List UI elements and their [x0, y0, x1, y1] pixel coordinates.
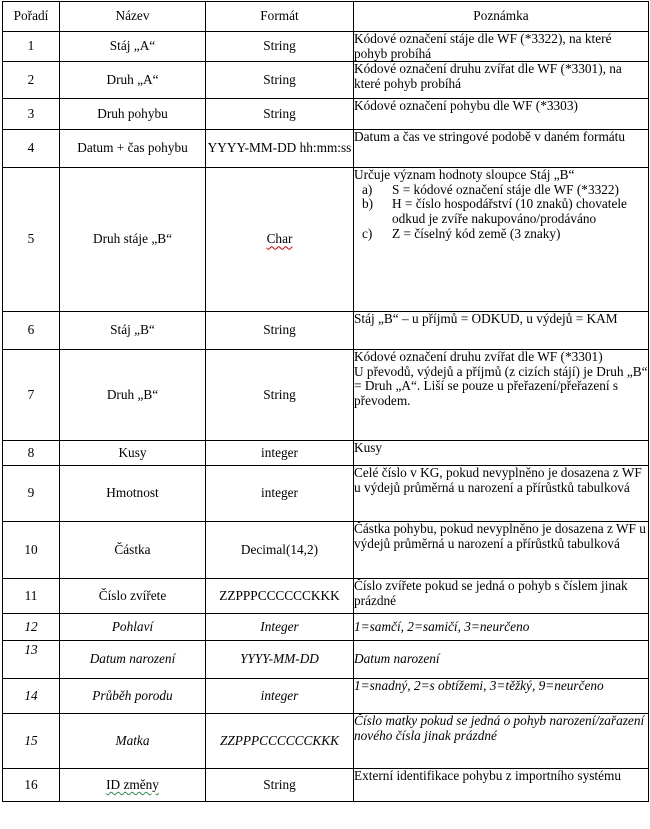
table-row — [3, 466, 649, 522]
header-row — [3, 2, 649, 32]
header-note: Poznámka — [354, 2, 649, 32]
name-cell: Druh „B“ — [60, 350, 206, 441]
format-char: Char — [266, 231, 293, 247]
note-cell: 1=samčí, 2=samičí, 3=neurčeno — [354, 614, 649, 641]
table-row — [3, 32, 649, 62]
list-item: b) H = číslo hospodářství (10 znaků) chovatele odkud je zvíře nakupováno/prodáváno — [362, 196, 627, 226]
order-cell: 11 — [3, 579, 60, 614]
note-cell — [354, 168, 649, 312]
table-row — [3, 769, 649, 802]
table-row — [3, 522, 649, 579]
name-cell: Datum narození — [60, 641, 206, 679]
note-line: U převodů, výdejů a příjmů (z cizích stájí) je Druh „B“ = Druh „A“. Liší se pouze u přeřazení/přeřazení s převodem. — [354, 363, 648, 408]
name-cell: Druh stáje „B“ — [60, 168, 206, 312]
order-cell: 5 — [3, 168, 60, 312]
order-cell: 6 — [3, 312, 60, 350]
header-order: Pořadí — [3, 2, 60, 32]
note-cell: Datum narození — [354, 641, 649, 679]
order-cell: 2 — [3, 62, 60, 99]
format-cell: ZZPPPCCCCCCKKK — [206, 714, 354, 769]
order-cell: 4 — [3, 130, 60, 168]
note-cell: Externí identifikace pohybu z importního systému — [354, 769, 649, 802]
note-cell — [354, 350, 649, 441]
format-cell: Decimal(14,2) — [206, 522, 354, 579]
order-cell: 12 — [3, 614, 60, 641]
note-cell: Kódové označení druhu zvířat dle WF (*3301), na které pohyb probíhá — [354, 62, 649, 99]
name-cell: Datum + čas pohybu — [60, 130, 206, 168]
format-cell: String — [206, 312, 354, 350]
order-cell: 14 — [3, 679, 60, 714]
header-format: Formát — [206, 2, 354, 32]
format-cell: integer — [206, 466, 354, 522]
fields-table — [2, 1, 649, 802]
table-row — [3, 168, 649, 312]
note-cell: Celé číslo v KG, pokud nevyplněno je dosazena z WF u výdejů průměrná u narození a přírůstků tabulková — [354, 466, 649, 522]
format-cell: YYYY-MM-DD hh:mm:ss — [206, 130, 354, 168]
order-cell: 13 — [3, 641, 60, 679]
format-cell: String — [206, 99, 354, 130]
order-cell: 7 — [3, 350, 60, 441]
name-cell: Číslo zvířete — [60, 579, 206, 614]
name-cell: Stáj „B“ — [60, 312, 206, 350]
table-row — [3, 714, 649, 769]
format-cell: YYYY-MM-DD — [206, 641, 354, 679]
format-cell: Integer — [206, 614, 354, 641]
name-cell: Hmotnost — [60, 466, 206, 522]
table-row — [3, 62, 649, 99]
note-intro: Určuje význam hodnoty sloupce Stáj „B“ — [354, 167, 575, 183]
note-cell: Číslo matky pokud se jedná o pohyb narození/zařazení nového čísla jinak prázdné — [354, 714, 649, 769]
name-cell: Stáj „A“ — [60, 32, 206, 62]
order-cell: 16 — [3, 769, 60, 802]
format-cell: String — [206, 350, 354, 441]
name-cell — [60, 769, 206, 802]
table-row — [3, 614, 649, 641]
format-cell — [206, 168, 354, 312]
format-cell: String — [206, 62, 354, 99]
table-row — [3, 312, 649, 350]
id-change-label: ID změny — [106, 776, 159, 792]
table-row — [3, 350, 649, 441]
order-cell: 8 — [3, 441, 60, 466]
name-cell: Kusy — [60, 441, 206, 466]
note-cell: Částka pohybu, pokud nevyplněno je dosazena z WF u výdejů průměrná u narození a přírůstků tabulková — [354, 522, 649, 579]
note-cell: Datum a čas ve stringové podobě v daném formátu — [354, 130, 649, 168]
note-cell: Číslo zvířete pokud se jedná o pohyb s číslem jinak prázdné — [354, 579, 649, 614]
list-item: c) Z = číselný kód země (3 znaky) — [362, 225, 561, 241]
order-cell: 9 — [3, 466, 60, 522]
name-cell: Druh „A“ — [60, 62, 206, 99]
note-line: Kódové označení druhu zvířat dle WF (*3301) — [354, 349, 603, 365]
header-name: Název — [60, 2, 206, 32]
table-row — [3, 679, 649, 714]
name-cell: Pohlaví — [60, 614, 206, 641]
table-row — [3, 641, 649, 679]
note-cell: Stáj „B“ – u příjmů = ODKUD, u výdejů = KAM — [354, 312, 649, 350]
table-row — [3, 579, 649, 614]
table-row — [3, 99, 649, 130]
list-item: a) S = kódové označení stáje dle WF (*3322) — [362, 181, 619, 197]
table-row — [3, 441, 649, 466]
order-cell: 15 — [3, 714, 60, 769]
note-cell: Kódové označení stáje dle WF (*3322), na které pohyb probíhá — [354, 32, 649, 62]
name-cell: Druh pohybu — [60, 99, 206, 130]
format-cell: integer — [206, 441, 354, 466]
format-cell: String — [206, 32, 354, 62]
note-cell: 1=snadný, 2=s obtížemi, 3=těžký, 9=neurčeno — [354, 679, 649, 714]
note-cell: Kódové označení pohybu dle WF (*3303) — [354, 99, 649, 130]
name-cell: Průběh porodu — [60, 679, 206, 714]
note-cell: Kusy — [354, 441, 649, 466]
name-cell: Matka — [60, 714, 206, 769]
order-cell: 3 — [3, 99, 60, 130]
table-row — [3, 130, 649, 168]
order-cell: 10 — [3, 522, 60, 579]
format-cell: integer — [206, 679, 354, 714]
format-cell: ZZPPPCCCCCCKKK — [206, 579, 354, 614]
format-cell: String — [206, 769, 354, 802]
note-list — [354, 183, 648, 241]
order-cell: 1 — [3, 32, 60, 62]
name-cell: Částka — [60, 522, 206, 579]
